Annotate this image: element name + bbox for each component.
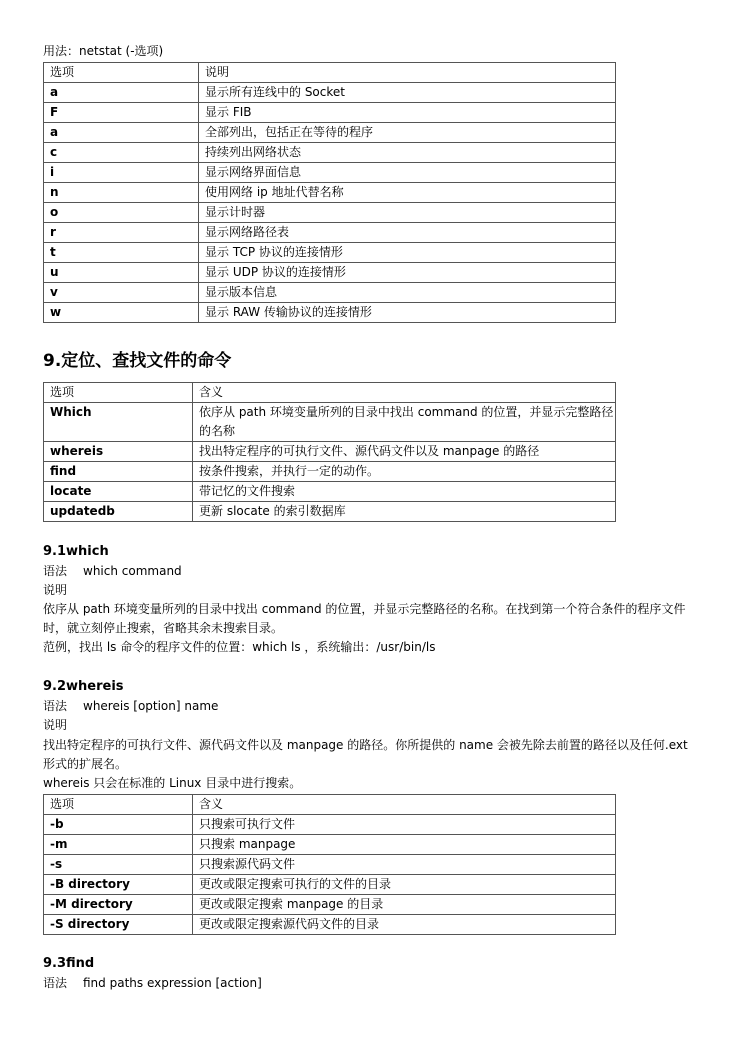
description-cell: 显示 UDP 协议的连接情形 <box>199 263 616 283</box>
column-header: 说明 <box>199 63 616 83</box>
option-cell: o <box>44 203 199 223</box>
table-header-row <box>44 63 616 83</box>
option-cell: -b <box>44 815 193 835</box>
description-cell: 只搜索 manpage <box>193 835 616 855</box>
table-row <box>44 83 616 103</box>
table-row <box>44 243 616 263</box>
netstat-options-table <box>43 62 616 323</box>
option-cell: i <box>44 163 199 183</box>
note-line: whereis 只会在标准的 Linux 目录中进行搜索。 <box>43 776 302 790</box>
subsection-heading: 9.2whereis <box>43 679 124 694</box>
table-row <box>44 143 616 163</box>
option-cell: whereis <box>44 442 193 462</box>
description-cell: 持续列出网络状态 <box>199 143 616 163</box>
locate-commands-table <box>43 382 616 522</box>
table-row <box>44 462 616 482</box>
option-cell: updatedb <box>44 502 193 522</box>
syntax-text: which command <box>83 564 182 578</box>
description-label: 说明 <box>43 718 68 732</box>
description-cell: 显示版本信息 <box>199 283 616 303</box>
table-row <box>44 875 616 895</box>
syntax-label: 语法 <box>43 564 68 578</box>
option-cell: v <box>44 283 199 303</box>
description-cell: 显示网络路径表 <box>199 223 616 243</box>
option-cell: c <box>44 143 199 163</box>
table-row <box>44 163 616 183</box>
description-label: 说明 <box>43 583 68 597</box>
table-row <box>44 482 616 502</box>
option-cell: n <box>44 183 199 203</box>
table-row <box>44 835 616 855</box>
description-cell: 更改或限定搜索可执行的文件的目录 <box>193 875 616 895</box>
syntax-line <box>43 562 698 581</box>
subsection-heading: 9.3find <box>43 956 95 971</box>
description-cell: 显示 FIB <box>199 103 616 123</box>
option-cell: a <box>44 83 199 103</box>
syntax-label: 语法 <box>43 976 68 990</box>
description-cell: 全部列出，包括正在等待的程序 <box>199 123 616 143</box>
description-cell: 显示网络界面信息 <box>199 163 616 183</box>
table-row <box>44 915 616 935</box>
description-cell: 更新 slocate 的索引数据库 <box>193 502 616 522</box>
description-cell: 显示计时器 <box>199 203 616 223</box>
option-cell: t <box>44 243 199 263</box>
subsection-heading: 9.1which <box>43 544 109 559</box>
syntax-text: whereis [option] name <box>83 699 219 713</box>
table-row <box>44 502 616 522</box>
description-cell: 按条件搜索，并执行一定的动作。 <box>193 462 616 482</box>
option-cell: r <box>44 223 199 243</box>
table-row <box>44 103 616 123</box>
column-header: 含义 <box>193 795 616 815</box>
syntax-text: find paths expression [action] <box>83 976 262 990</box>
table-row <box>44 263 616 283</box>
table-row <box>44 183 616 203</box>
option-cell: find <box>44 462 193 482</box>
syntax-label: 语法 <box>43 699 68 713</box>
column-header: 选项 <box>44 795 193 815</box>
option-cell: u <box>44 263 199 283</box>
description-paragraph: 找出特定程序的可执行文件、源代码文件以及 manpage 的路径。你所提供的 name 会被先除去前置的路径以及任何.ext 形式的扩展名。 <box>43 738 688 771</box>
table-row <box>44 283 616 303</box>
table-row <box>44 203 616 223</box>
description-cell: 显示 TCP 协议的连接情形 <box>199 243 616 263</box>
option-cell: F <box>44 103 199 123</box>
whereis-options-table <box>43 794 616 935</box>
option-cell: Which <box>44 403 193 442</box>
option-cell: -m <box>44 835 193 855</box>
option-cell: locate <box>44 482 193 502</box>
table-row <box>44 123 616 143</box>
table-row <box>44 223 616 243</box>
description-cell: 找出特定程序的可执行文件、源代码文件以及 manpage 的路径 <box>193 442 616 462</box>
description-cell: 显示 RAW 传输协议的连接情形 <box>199 303 616 323</box>
table-row <box>44 815 616 835</box>
description-cell: 使用网络 ip 地址代替名称 <box>199 183 616 203</box>
table-header-row <box>44 795 616 815</box>
description-cell: 显示所有连线中的 Socket <box>199 83 616 103</box>
table-row <box>44 303 616 323</box>
column-header: 选项 <box>44 383 193 403</box>
table-row <box>44 895 616 915</box>
table-row <box>44 855 616 875</box>
netstat-usage: 用法：netstat (-选项) <box>43 44 164 58</box>
description-cell: 更改或限定搜索 manpage 的目录 <box>193 895 616 915</box>
table-header-row <box>44 383 616 403</box>
table-row <box>44 442 616 462</box>
column-header: 含义 <box>193 383 616 403</box>
syntax-line <box>43 697 698 716</box>
section-heading: 9.定位、查找文件的命令 <box>43 351 232 371</box>
description-paragraph: 依序从 path 环境变量所列的目录中找出 command 的位置，并显示完整路径的名称。在找到第一个符合条件的程序文件时，就立刻停止搜索，省略其余未搜索目录。 <box>43 602 686 635</box>
table-row <box>44 403 616 442</box>
example-line: 范例，找出 ls 命令的程序文件的位置：which ls ，系统输出：/usr/bin/ls <box>43 640 436 654</box>
column-header: 选项 <box>44 63 199 83</box>
description-cell: 依序从 path 环境变量所列的目录中找出 command 的位置，并显示完整路径的名称 <box>193 403 616 442</box>
option-cell: -B directory <box>44 875 193 895</box>
option-cell: -M directory <box>44 895 193 915</box>
option-cell: -s <box>44 855 193 875</box>
option-cell: -S directory <box>44 915 193 935</box>
description-cell: 只搜索源代码文件 <box>193 855 616 875</box>
description-cell: 只搜索可执行文件 <box>193 815 616 835</box>
description-cell: 更改或限定搜索源代码文件的目录 <box>193 915 616 935</box>
description-cell: 带记忆的文件搜索 <box>193 482 616 502</box>
option-cell: w <box>44 303 199 323</box>
option-cell: a <box>44 123 199 143</box>
syntax-line <box>43 974 698 993</box>
